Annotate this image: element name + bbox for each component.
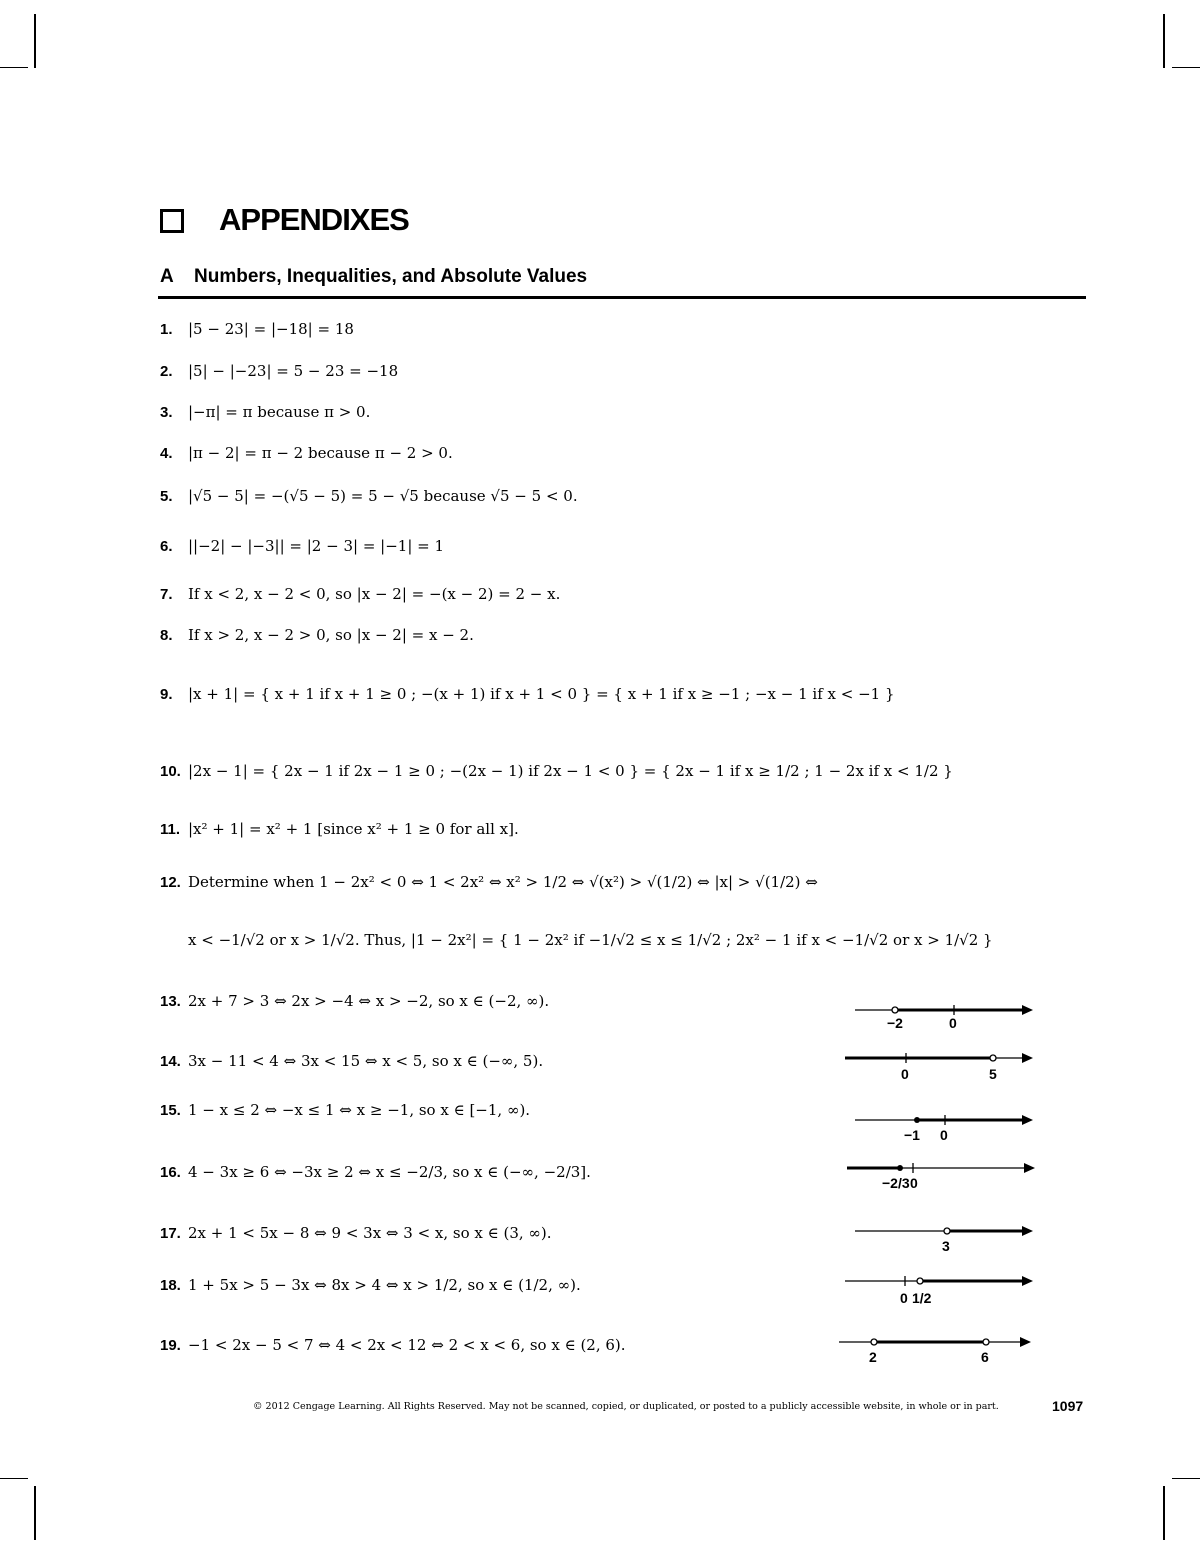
exercise-item (160, 403, 370, 422)
exercise-number: 16. (160, 1164, 181, 1181)
exercise-text: |π − 2| = π − 2 because π − 2 > 0. (188, 444, 453, 462)
exercise-number: 7. (160, 586, 173, 603)
exercise-text: ||−2| − |−3|| = |2 − 3| = |−1| = 1 (188, 537, 445, 555)
number-line-label: 6 (981, 1349, 989, 1365)
number-line-label: 5 (989, 1066, 997, 1082)
exercise-item (160, 626, 474, 645)
exercise-text: |x + 1| = { x + 1 if x + 1 ≥ 0 ; −(x + 1) if x + 1 < 0 } = { x + 1 if x ≥ −1 ; −x − 1 if x < −1 } (188, 685, 895, 703)
exercise-item (160, 1224, 552, 1243)
exercise-item (160, 873, 818, 892)
number-line-label: 3 (942, 1238, 950, 1254)
exercise-number: 14. (160, 1053, 181, 1070)
section-rule (158, 296, 1086, 299)
exercise-text: x < −1/√2 or x > 1/√2. Thus, |1 − 2x²| = { 1 − 2x² if −1/√2 ≤ x ≤ 1/√2 ; 2x² − 1 if x < −1/√2 or x > 1/√2 } (188, 931, 993, 949)
crop-mark (1163, 1486, 1165, 1540)
crop-mark (0, 1478, 28, 1479)
exercise-text: 3x − 11 < 4 ⇔ 3x < 15 ⇔ x < 5, so x ∈ (−∞, 5). (188, 1052, 544, 1070)
number-line-13 (850, 998, 1040, 1034)
exercise-item (160, 1276, 581, 1295)
exercise-text: |x² + 1| = x² + 1 [since x² + 1 ≥ 0 for all x]. (188, 820, 519, 838)
number-line-17 (850, 1219, 1040, 1255)
exercise-number: 12. (160, 874, 181, 891)
exercise-number: 11. (160, 821, 181, 838)
page-number: 1097 (1052, 1398, 1084, 1414)
exercise-text: Determine when 1 − 2x² < 0 ⇔ 1 < 2x² ⇔ x² > 1/2 ⇔ √(x²) > √(1/2) ⇔ |x| > √(1/2) ⇔ (188, 873, 818, 891)
exercise-number: 13. (160, 993, 181, 1010)
exercise-item (160, 537, 444, 556)
exercise-number: 6. (160, 538, 173, 555)
exercise-number: 8. (160, 627, 173, 644)
crop-mark (1172, 1478, 1200, 1479)
crop-mark (0, 67, 28, 68)
exercise-text: |5| − |−23| = 5 − 23 = −18 (188, 362, 399, 380)
exercise-number: 17. (160, 1225, 181, 1242)
exercise-item (160, 362, 398, 381)
crop-mark (34, 14, 36, 68)
exercise-text: 2x + 7 > 3 ⇔ 2x > −4 ⇔ x > −2, so x ∈ (−2, ∞). (188, 992, 550, 1010)
exercise-item (160, 1101, 530, 1120)
exercise-number: 15. (160, 1102, 181, 1119)
exercise-number: 5. (160, 488, 173, 505)
exercise-number: 2. (160, 363, 173, 380)
exercise-number: 3. (160, 404, 173, 421)
number-line-18 (842, 1269, 1042, 1319)
number-line-label: 0 (940, 1127, 948, 1143)
exercise-text: |−π| = π because π > 0. (188, 403, 371, 421)
exercise-text: |2x − 1| = { 2x − 1 if 2x − 1 ≥ 0 ; −(2x − 1) if 2x − 1 < 0 } = { 2x − 1 if x ≥ 1/2 ; 1 − 2x if x < 1/2 } (188, 762, 953, 780)
exercise-item (160, 444, 453, 463)
crop-mark (1172, 67, 1200, 68)
chapter-title: APPENDIXES (219, 202, 409, 237)
section-letter: A (160, 266, 174, 287)
number-line-16 (844, 1156, 1040, 1202)
exercise-item (160, 487, 578, 506)
number-line-label: −1 (904, 1127, 920, 1143)
exercise-item (160, 1163, 591, 1182)
exercise-text: |√5 − 5| = −(√5 − 5) = 5 − √5 because √5 − 5 < 0. (188, 487, 578, 505)
exercise-number: 10. (160, 763, 181, 780)
exercise-text: If x > 2, x − 2 > 0, so |x − 2| = x − 2. (188, 626, 474, 644)
exercise-item (160, 1336, 626, 1355)
exercise-number: 4. (160, 445, 173, 462)
copyright-notice: © 2012 Cengage Learning. All Rights Reserved. May not be scanned, copied, or duplicated, or posted to a publicly accessible website, in whole or in part. (253, 1401, 999, 1412)
exercise-number: 1. (160, 321, 173, 338)
exercise-item (160, 585, 560, 604)
number-line-label: 2 (869, 1349, 877, 1365)
exercise-number: 18. (160, 1277, 181, 1294)
number-line-label: 0 (910, 1175, 918, 1191)
exercise-text: 4 − 3x ≥ 6 ⇔ −3x ≥ 2 ⇔ x ≤ −2/3, so x ∈ (−∞, −2/3]. (188, 1163, 591, 1181)
exercise-number: 19. (160, 1337, 181, 1354)
exercise-text: 1 − x ≤ 2 ⇔ −x ≤ 1 ⇔ x ≥ −1, so x ∈ [−1, ∞). (188, 1101, 531, 1119)
chapter-box-icon (160, 209, 184, 233)
number-line-label: 0 (901, 1066, 909, 1082)
exercise-item (160, 992, 549, 1011)
number-line-14 (842, 1046, 1042, 1082)
section-title: Numbers, Inequalities, and Absolute Values (194, 266, 588, 287)
number-line-label: 0 (949, 1015, 957, 1031)
exercise-text: 2x + 1 < 5x − 8 ⇔ 9 < 3x ⇔ 3 < x, so x ∈ (3, ∞). (188, 1224, 552, 1242)
exercise-item (160, 320, 354, 339)
exercise-text: −1 < 2x − 5 < 7 ⇔ 4 < 2x < 12 ⇔ 2 < x < 6, so x ∈ (2, 6). (188, 1336, 626, 1354)
number-line-label: 0 (900, 1290, 908, 1306)
number-line-label: −2 (887, 1015, 903, 1031)
exercise-text: If x < 2, x − 2 < 0, so |x − 2| = −(x − 2) = 2 − x. (188, 585, 561, 603)
crop-mark (34, 1486, 36, 1540)
number-line-15 (850, 1108, 1040, 1144)
crop-mark (1163, 14, 1165, 68)
exercise-continuation (188, 931, 993, 949)
number-line-label: −2/3 (882, 1175, 910, 1191)
number-line-19 (836, 1330, 1036, 1366)
exercise-item (160, 762, 953, 781)
number-line-label: 1/2 (912, 1290, 932, 1306)
exercise-item (160, 820, 519, 839)
exercise-item (160, 1052, 543, 1071)
exercise-text: |5 − 23| = |−18| = 18 (188, 320, 354, 338)
exercise-text: 1 + 5x > 5 − 3x ⇔ 8x > 4 ⇔ x > 1/2, so x ∈ (1/2, ∞). (188, 1276, 581, 1294)
exercise-number: 9. (160, 686, 173, 703)
exercise-item (160, 685, 895, 704)
